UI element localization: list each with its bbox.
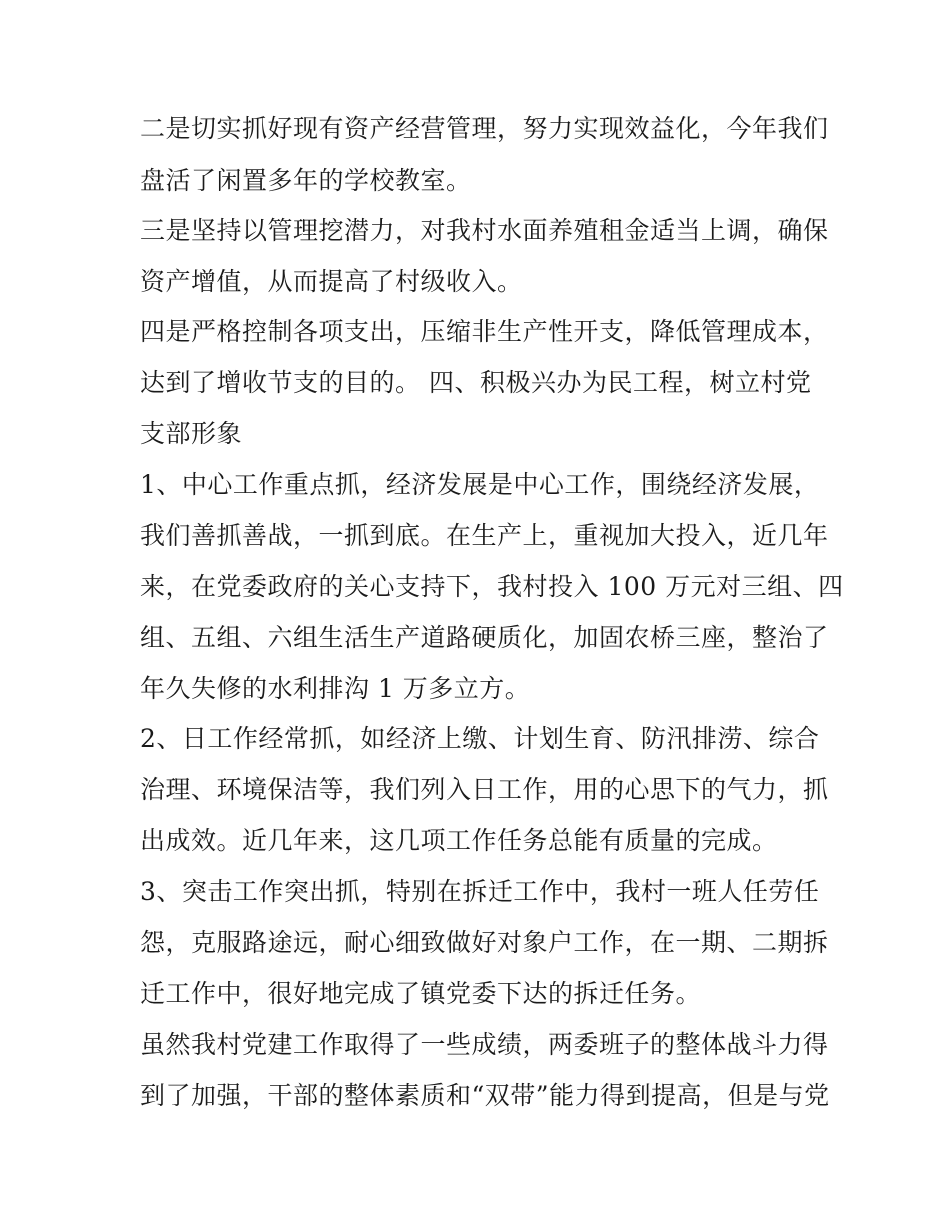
text-line: 3、突击工作突出抓，特别在拆迁工作中，我村一班人任劳任 <box>140 877 820 906</box>
text-line: 1、中心工作重点抓，经济发展是中心工作，围绕经济发展， <box>140 470 820 499</box>
text-line: 来，在党委政府的关心支持下，我村投入 100 万元对三组、四 <box>140 572 844 601</box>
text-line: 年久失修的水利排沟 1 万多立方。 <box>140 674 531 703</box>
text-line: 怨，克服路途远，耐心细致做好对象户工作，在一期、二期拆 <box>140 928 829 957</box>
text-line: 三是坚持以管理挖潜力，对我村水面养殖租金适当上调，确保 <box>140 216 829 245</box>
text-line: 支部形象 <box>140 419 243 448</box>
text-line: 到了加强，干部的整体素质和“双带”能力得到提高，但是与党 <box>140 1081 830 1110</box>
text-line: 资产增值，从而提高了村级收入。 <box>140 267 523 296</box>
text-line: 二是切实抓好现有资产经营管理，努力实现效益化，今年我们 <box>140 114 829 143</box>
text-line: 四是严格控制各项支出，压缩非生产性开支，降低管理成本， <box>140 317 829 346</box>
text-line: 盘活了闲置多年的学校教室。 <box>140 166 472 195</box>
text-line: 出成效。近几年来，这几项工作任务总能有质量的完成。 <box>140 826 778 855</box>
text-line: 我们善抓善战，一抓到底。在生产上，重视加大投入，近几年 <box>140 521 829 550</box>
text-line: 治理、环境保洁等，我们列入日工作，用的心思下的气力，抓 <box>140 775 829 804</box>
text-line: 2、日工作经常抓，如经济上缴、计划生育、防汛排涝、综合 <box>140 724 820 753</box>
text-line: 虽然我村党建工作取得了一些成绩，两委班子的整体战斗力得 <box>140 1030 829 1059</box>
text-line: 达到了增收节支的目的。 四、积极兴办为民工程，树立村党 <box>140 368 812 397</box>
text-line: 迁工作中，很好地完成了镇党委下达的拆迁任务。 <box>140 979 702 1008</box>
text-line: 组、五组、六组生活生产道路硬质化，加固农桥三座，整治了 <box>140 623 829 652</box>
